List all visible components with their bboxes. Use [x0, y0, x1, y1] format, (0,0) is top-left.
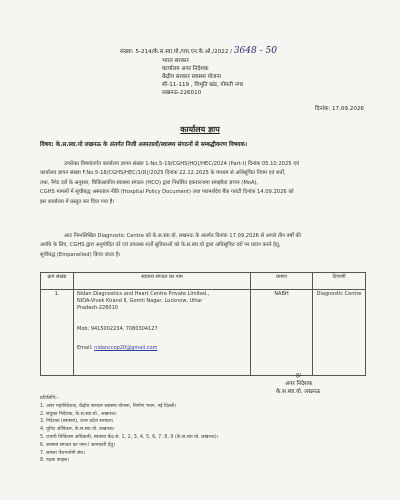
list-item: 8. रक्षक फाइल।: [40, 458, 70, 464]
paragraph-line: कार्यालय ज्ञापन संख्या F.No.5-18/CGHS/HEC/1(R)/2025 दिनांक 22.12.2025 के माध्यम से अधिसूचित नियम एवं शर्तों,: [40, 170, 286, 177]
hco-email-line: [77, 345, 247, 352]
list-item: 3. निदेशक (स्वास्थ्य), उत्तर प्रदेश सरकार।: [40, 419, 114, 425]
hco-address-line: NIDA-Vivek Khand II, Gomti Nagar, Lucknow, Uttar: [77, 298, 203, 304]
cell-sno: 1.: [41, 290, 74, 376]
empanelment-table: [40, 272, 366, 376]
column-header-sno: क्रम संख्या: [41, 273, 74, 290]
reference-number: संख्या: 5-214/के.स.स्वा.यो./एस.एन.के.ओ./2022 /: [120, 49, 233, 55]
paragraph-line: अवधि के लिए, CGHS द्वारा अनुमोदित दरें एवं उपलब्ध शर्तों सुविधाओं को के.स.स्वा.यो द्वारा अधिसूचित दरों पर प्रदान करने हेतु,: [40, 242, 281, 249]
reference-handwritten: 3648 - 50: [233, 46, 277, 56]
paragraph-line: अतः निम्नलिखित Diagnostic Centre को के.स.स्वा.यो. लखनऊ के अंतर्गत दिनांक 17.09.2026 से अगले तीन वर्षों की: [64, 233, 301, 239]
header-line-office: कार्यालय अपर निदेशक: [162, 66, 209, 72]
list-item: 4. यूनिट ऑफिसर, के.स.स्वा.यो. लखनऊ।: [40, 427, 115, 433]
date-label: दिनांक:: [315, 106, 331, 112]
date-value: 17.09.2026: [331, 106, 364, 112]
subject-line: विषय: के.स.स्वा.यो लखनऊ के अंतर्गत निजी अस्पतालों/स्वास्थ्य संगठनों से सम्बद्धीकरण विषयक।: [40, 142, 248, 148]
signatory-office: के.स.स्वा.यो. लखनऊ: [276, 389, 321, 395]
email-label: Email:: [77, 345, 95, 351]
column-header-name: स्वास्थ्य संगठन का नाम: [74, 273, 251, 290]
list-item: 7. समस्त पेंशनभोगी संघ।: [40, 450, 85, 456]
header-line-govt: भारत सरकार: [162, 58, 189, 64]
hco-mobile: Mob: 9415002234, 7080304127: [77, 326, 158, 332]
table-row: [41, 290, 366, 376]
table-header-row: [41, 273, 366, 290]
list-item: 2. संयुक्त निदेशक, के.स.स्वा.यो., लखनऊ।: [40, 411, 117, 417]
paragraph-line: सूचीबद्ध (Empanelled) किया जाता है।: [40, 251, 121, 258]
header-line-address: सी-11-119 , विभूति खंड, गोमती नगर: [162, 82, 244, 88]
header-line-scheme: केंद्रीय सरकार स्वास्थ्य योजना: [162, 74, 221, 80]
signatory-designation: अपर निदेशक: [285, 381, 313, 387]
issue-date: [315, 104, 364, 112]
signature-mark: ह/-: [296, 373, 303, 379]
paragraph-line: तथा, नैगेट दरों के अनुसार, चिकित्सकीय स्वास्थ्य संगठन (HCO) द्वारा निर्धारित इकरारनामा समझौता ज्ञापन (MoA),: [40, 179, 259, 186]
paragraph-line: उपरोक्त विषयांतर्गत कार्यालय ज्ञापन संख्या 1-No.5-19/CGHS(HQ)/HEC/2024 (Part-I) दिनांक 05.10.2025 एवं: [64, 161, 299, 167]
cell-hco-name: [74, 290, 251, 376]
distribution-heading: प्रतिलिपि:-: [40, 396, 59, 401]
list-item: 1. अपर महानिदेशक, केंद्रीय सरकार स्वास्थ्य योजना, निर्माण भवन, नई दिल्ली।: [40, 403, 177, 409]
hco-address-line: Pradesh-226010: [77, 305, 118, 311]
column-header-accreditation: प्रमाण: [251, 273, 313, 290]
body-paragraph-1: [40, 160, 360, 207]
hco-name-line: Nidan Diagnostics and Heart Centre Private Limited.,: [77, 291, 210, 297]
cell-remark: Diagnostic Centre: [313, 290, 366, 376]
hco-email-link[interactable]: nidanccop20@gmail.com: [94, 345, 158, 351]
cell-accreditation: NABH: [251, 290, 313, 376]
reference-line: [120, 48, 277, 56]
distribution-list: [40, 395, 218, 465]
column-header-remark: टिप्पणी: [313, 273, 366, 290]
paragraph-line: इस कार्यालय में प्रस्तुत कर दिया गया है।: [40, 198, 115, 205]
list-item: 6. स्वास्थ्य संगठन का नाम-/ जानकारी हेतु।: [40, 442, 116, 448]
header-line-city: लखनऊ-226010: [162, 90, 202, 96]
paragraph-line: CGHS मामलों में सूचीबद्ध अस्पताल नीति (Hospital Policy Document) तथा परामर्शदेय बैंक गारंटी दिनांक 14.09.2026 को: [40, 189, 294, 196]
list-item: 5. प्रभारी चिकित्सा अधिकारी, स्वास्थ्य केंद्र सं. 1, 2, 3, 4, 5, 6, 7, 8, 9 (के.स.स्वा.यो. लखनऊ)।: [40, 434, 219, 440]
body-paragraph-2: [40, 232, 360, 260]
document-title: कार्यालय ज्ञाप: [180, 125, 220, 134]
